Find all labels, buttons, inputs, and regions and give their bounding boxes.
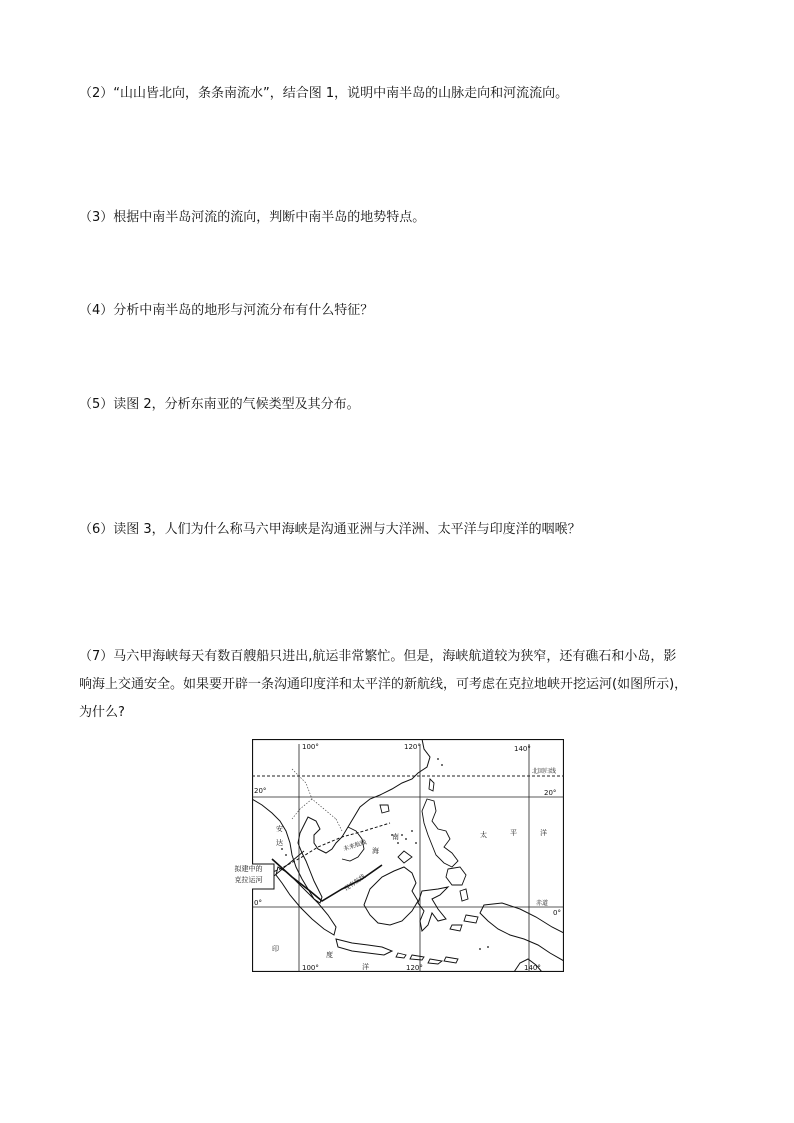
- andaman-label-1: 安: [276, 825, 283, 833]
- lat-20-right-label: 20°: [544, 789, 557, 797]
- question-6: （6）读图 3，人们为什么称马六甲海峡是沟通亚洲与大洋洲、太平洋与印度洋的咽喉？: [79, 522, 581, 537]
- kra-callout-line-2: 克拉运河: [234, 876, 263, 884]
- pacific-label-3: 洋: [540, 829, 547, 837]
- kra-callout-line-1: 拟建中的: [234, 865, 263, 873]
- lon-100-top-label: 100°: [302, 743, 319, 751]
- indian-ocean-label-1: 印: [272, 945, 279, 953]
- kra-callout: [225, 864, 272, 886]
- pacific-label-2: 平: [510, 829, 517, 837]
- future-route-label: 未来航线: [342, 838, 368, 853]
- south-sea-label-1: 南: [392, 833, 399, 841]
- southeast-asia-map: [234, 739, 564, 972]
- lat-0-right-label: 0°: [553, 909, 561, 917]
- equator-label: 赤道: [536, 900, 549, 907]
- question-7-line-2: 响海上交通安全。如果要开辟一条沟通印度洋和太平洋的新航线，可考虑在克拉地峡开挖运河(如图所示)，: [79, 677, 688, 692]
- pacific-label-1: 太: [480, 831, 487, 839]
- question-7: [79, 643, 729, 727]
- andaman-label-2: 达: [276, 839, 283, 847]
- question-2: （2）“山山皆北向，条条南流水”，结合图 1，说明中南半岛的山脉走向和河流流向。: [79, 86, 569, 101]
- south-sea-label-2: 海: [372, 847, 379, 855]
- tropic-label: 北回归线: [532, 768, 557, 775]
- lat-20-left-label: 20°: [254, 787, 267, 795]
- lon-140-bottom-label: 140°: [524, 964, 541, 972]
- lon-120-bottom-label: 120°: [406, 964, 423, 972]
- existing-route-label: 现有航线: [343, 873, 367, 893]
- lon-120-top-label: 120°: [404, 743, 421, 751]
- lat-0-left-label: 0°: [254, 899, 262, 907]
- question-5: （5）读图 2，分析东南亚的气候类型及其分布。: [79, 397, 360, 412]
- question-7-line-1: （7）马六甲海峡每天有数百艘船只进出,航运非常繁忙。但是，海峡航道较为狭窄，还有礁石和小岛，影: [79, 649, 677, 664]
- question-4: （4）分析中南半岛的地形与河流分布有什么特征？: [79, 303, 374, 318]
- indian-ocean-label-2: 度: [326, 951, 333, 959]
- lon-100-bottom-label: 100°: [302, 964, 319, 972]
- question-3: （3）根据中南半岛河流的流向，判断中南半岛的地势特点。: [79, 210, 426, 225]
- indian-ocean-label-3: 洋: [362, 963, 369, 971]
- question-7-line-3: 为什么?: [79, 705, 125, 720]
- lon-140-top-label: 140°: [514, 745, 531, 753]
